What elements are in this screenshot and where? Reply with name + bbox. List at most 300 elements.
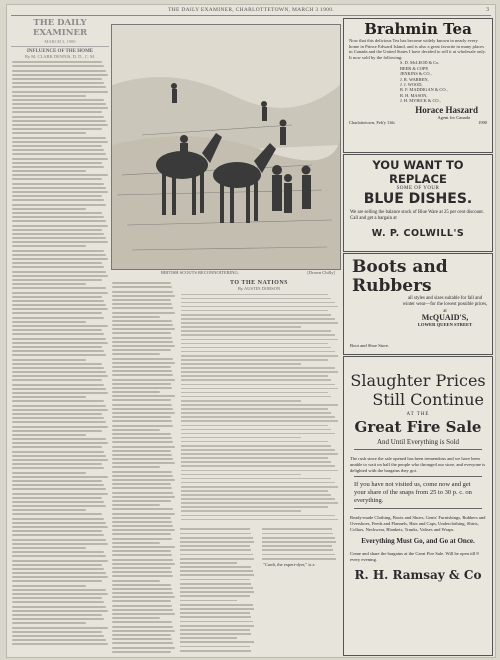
text-line xyxy=(112,358,173,360)
text-line xyxy=(181,510,301,512)
text-line xyxy=(12,534,104,536)
text-line xyxy=(112,492,173,494)
text-line xyxy=(12,585,86,587)
text-line xyxy=(112,471,172,473)
text-line xyxy=(12,166,104,168)
text-line xyxy=(181,318,335,320)
text-line xyxy=(262,558,336,560)
text-line xyxy=(12,187,106,189)
fire-line4: And Until Everything is Sold xyxy=(376,438,460,446)
text-line xyxy=(12,191,108,193)
text-line xyxy=(181,379,331,381)
text-line xyxy=(12,254,106,256)
text-line xyxy=(12,409,108,411)
text-line xyxy=(12,321,86,323)
text-line xyxy=(262,541,336,543)
text-line xyxy=(112,630,175,632)
text-line xyxy=(12,241,108,243)
text-line xyxy=(262,528,332,530)
fire-rule-2 xyxy=(354,476,482,477)
blue-dishes-item: BLUE DISHES. xyxy=(363,191,473,207)
text-line xyxy=(12,622,86,624)
text-line xyxy=(12,371,106,373)
blue-dishes-signature: W. P. COLWILL'S xyxy=(371,228,465,239)
text-line xyxy=(180,545,250,547)
text-line xyxy=(12,350,104,352)
text-line xyxy=(181,392,328,394)
text-line xyxy=(12,396,86,398)
text-line xyxy=(12,137,106,139)
text-line xyxy=(181,470,338,472)
center-bottom-text xyxy=(179,526,339,654)
text-line xyxy=(181,306,338,308)
text-line xyxy=(12,124,108,126)
text-line xyxy=(181,359,328,361)
text-line xyxy=(181,515,335,517)
text-line xyxy=(181,519,338,520)
text-line xyxy=(12,216,104,218)
text-line xyxy=(181,502,338,504)
text-line xyxy=(112,575,173,577)
masthead: THE DAILY EXAMINER xyxy=(32,18,88,38)
text-line xyxy=(112,303,172,305)
text-line xyxy=(112,349,171,351)
text-line xyxy=(112,642,173,644)
text-line xyxy=(12,225,108,227)
text-line xyxy=(12,463,102,465)
text-line xyxy=(12,120,106,122)
fire-line2: Still Continue xyxy=(372,390,484,409)
text-line xyxy=(12,526,108,528)
text-line xyxy=(112,307,173,309)
text-line xyxy=(180,625,254,627)
text-line xyxy=(112,345,175,347)
text-line xyxy=(12,304,106,306)
text-line xyxy=(12,174,108,176)
text-line xyxy=(12,472,86,474)
text-line xyxy=(12,505,106,507)
text-line xyxy=(12,262,102,264)
text-line xyxy=(181,363,301,365)
text-line xyxy=(181,461,331,463)
text-line xyxy=(12,292,108,294)
text-line xyxy=(12,95,86,97)
text-line xyxy=(12,384,104,386)
left-column-text xyxy=(11,61,109,645)
stockist-item: J. H. MYRICK & CO., xyxy=(400,98,441,104)
text-line xyxy=(181,343,328,345)
stockist-item: J. R. WARREN, xyxy=(400,76,429,82)
scouts-engraving xyxy=(112,25,340,269)
blue-dishes-body: We are selling the balance stock of Blue Ware at 25 per cent discount. Call and get a bargain at xyxy=(350,210,484,221)
text-line xyxy=(180,595,250,597)
fire-line3: Great Fire Sale xyxy=(354,418,482,436)
text-line xyxy=(12,367,104,369)
text-line xyxy=(112,383,171,385)
text-line xyxy=(112,316,160,318)
text-line xyxy=(12,204,106,206)
text-line xyxy=(12,455,106,457)
text-line xyxy=(12,551,104,553)
dyer-notice: "Cardi, the expert-dyer," is a xyxy=(263,562,337,622)
brahmin-agent: Agent for Canada xyxy=(437,114,470,120)
text-line xyxy=(12,467,104,469)
page-number: 3 xyxy=(486,7,489,13)
text-line xyxy=(12,61,102,63)
text-line xyxy=(12,212,102,214)
text-line xyxy=(112,370,172,372)
text-line xyxy=(12,434,86,436)
text-line xyxy=(180,528,250,530)
text-line xyxy=(181,396,331,398)
text-line xyxy=(12,82,104,84)
text-line xyxy=(112,462,175,464)
text-line xyxy=(180,650,251,652)
text-line xyxy=(181,404,338,406)
text-line xyxy=(112,387,172,389)
text-line xyxy=(180,533,251,535)
text-line xyxy=(112,299,171,301)
boots-address: LOWER QUEEN STREET xyxy=(417,321,473,327)
text-line xyxy=(180,604,253,606)
text-line xyxy=(181,465,335,467)
text-line xyxy=(12,346,102,348)
text-line xyxy=(112,621,172,623)
text-line xyxy=(12,606,106,608)
text-line xyxy=(181,478,331,480)
text-line xyxy=(12,530,102,532)
brahmin-footer-place: Charlottetown, Feb'y 11th xyxy=(349,119,395,125)
brahmin-footer-year: 1900 xyxy=(478,119,487,125)
text-line xyxy=(12,141,108,143)
text-line xyxy=(12,229,102,231)
brahmin-footer xyxy=(344,120,492,125)
brahmin-body: Now that this delicious Tea has become widely known in nearly every home in Prince Edward Island, and is also a great favorite in many places in Canada and the United States I have decided to sell it at wholesale only. It now sold by the following: xyxy=(349,38,486,60)
text-line xyxy=(12,91,108,93)
text-line xyxy=(180,600,237,602)
text-line xyxy=(181,310,328,312)
text-line xyxy=(12,375,108,377)
boots-rubbers-ad xyxy=(343,253,493,355)
text-line xyxy=(12,539,106,541)
text-line xyxy=(180,554,253,556)
text-line xyxy=(181,298,331,300)
text-line xyxy=(112,647,175,649)
text-line xyxy=(112,441,173,443)
editorial-byline: By M. CLARK DENNIS, D. D., C. M. xyxy=(24,54,96,59)
text-line xyxy=(12,421,106,423)
boots-side-note: Boot and Shoe Store. xyxy=(350,343,390,348)
fire-list: Ready-made Clothing, Boots and Shoes, Gents' Furnishings, Rubbers and Overshoes, Feeds and Flannels, Hats and Caps, Underclothing, Shirts, Collars, Neckwear, Blankets, Trunks, Valises and Wraps. xyxy=(350,515,486,532)
text-line xyxy=(12,379,102,381)
boots-body: all styles and sizes suitable for fall and winter wear—for the lowest possible prices, at xyxy=(402,296,488,314)
text-line xyxy=(12,195,102,197)
text-line xyxy=(181,302,335,304)
text-line xyxy=(112,609,173,611)
text-line xyxy=(112,550,171,552)
text-line xyxy=(12,597,102,599)
text-line xyxy=(112,533,171,535)
caption-credit: [Drawn Chilly] xyxy=(307,270,335,275)
text-line xyxy=(112,391,160,393)
text-line xyxy=(181,334,335,336)
text-line xyxy=(181,339,338,341)
text-line xyxy=(12,250,104,252)
editorial-heading: INFLUENCE OF THE HOME xyxy=(26,49,94,54)
blue-dishes-ad xyxy=(343,154,493,252)
text-line xyxy=(180,591,254,593)
text-line xyxy=(12,99,104,101)
stockist-item: J. J. WOOD, xyxy=(400,82,423,87)
text-line xyxy=(112,521,172,523)
text-line xyxy=(12,480,102,482)
text-line xyxy=(112,374,173,376)
poem xyxy=(179,280,339,520)
text-line xyxy=(12,149,104,151)
text-line xyxy=(262,549,333,551)
text-line xyxy=(12,333,104,335)
text-line xyxy=(112,563,175,565)
text-line xyxy=(12,338,106,340)
text-line xyxy=(112,584,171,586)
stockist-item: R. F. MADDIGAN & CO., xyxy=(400,87,448,93)
text-line xyxy=(180,637,237,639)
text-line xyxy=(12,614,102,616)
text-line xyxy=(12,643,108,645)
text-line xyxy=(112,408,173,410)
text-line xyxy=(12,543,108,545)
text-line xyxy=(112,592,173,594)
text-line xyxy=(12,111,102,113)
text-line xyxy=(112,496,175,498)
text-line xyxy=(181,498,335,500)
text-line xyxy=(180,608,254,610)
text-line xyxy=(181,314,331,316)
text-line xyxy=(180,562,237,564)
text-line xyxy=(181,449,335,451)
text-line xyxy=(12,145,102,147)
blue-dishes-subhead: SOME OF YOUR xyxy=(396,186,440,191)
text-line xyxy=(12,158,108,160)
text-line xyxy=(181,408,328,410)
text-line xyxy=(112,437,172,439)
text-line xyxy=(12,627,108,629)
text-line xyxy=(12,476,108,478)
text-line xyxy=(12,312,102,314)
text-line xyxy=(262,545,332,547)
text-line xyxy=(180,558,254,560)
text-line xyxy=(181,441,328,443)
text-line xyxy=(12,417,104,419)
text-line xyxy=(12,635,104,637)
text-line xyxy=(112,567,171,569)
text-line xyxy=(112,366,171,368)
text-line xyxy=(181,375,328,377)
text-line xyxy=(112,525,173,527)
text-line xyxy=(180,633,251,635)
text-line xyxy=(112,517,171,519)
masthead-date: MARCH 3, 1900 xyxy=(44,39,76,44)
text-line xyxy=(112,483,171,485)
text-line xyxy=(12,162,102,164)
stockist-item: R. H. MASON, xyxy=(400,92,428,98)
text-line xyxy=(181,388,338,390)
text-line xyxy=(112,559,173,561)
text-line xyxy=(180,612,250,614)
text-line xyxy=(12,308,108,310)
text-line xyxy=(112,617,160,619)
text-line xyxy=(112,295,175,297)
text-line xyxy=(12,128,102,130)
text-line xyxy=(181,425,328,427)
text-line xyxy=(112,580,160,582)
text-line xyxy=(112,416,171,418)
caption-title: BRITISH SCOUTS RECONNOITERING. xyxy=(161,270,239,275)
brahmin-title: Brahmin Tea xyxy=(364,20,472,38)
text-line xyxy=(181,416,335,418)
text-line xyxy=(112,337,172,339)
text-line xyxy=(180,570,253,572)
text-line xyxy=(12,568,104,570)
text-line xyxy=(12,388,106,390)
text-line xyxy=(12,555,106,557)
text-line xyxy=(181,445,331,447)
running-head: THE DAILY EXAMINER, CHARLOTTETOWN, MARCH 3 1900. xyxy=(168,7,334,13)
text-line xyxy=(12,354,106,356)
war-illustration xyxy=(111,24,341,270)
text-line xyxy=(12,245,86,247)
text-line xyxy=(112,420,172,422)
text-line xyxy=(12,287,106,289)
text-line xyxy=(112,538,172,540)
text-line xyxy=(12,509,86,511)
text-line xyxy=(112,571,172,573)
text-line xyxy=(181,367,335,369)
text-line xyxy=(112,626,173,628)
text-line xyxy=(180,621,253,623)
text-line xyxy=(112,433,171,435)
text-line xyxy=(112,412,175,414)
center-left-text xyxy=(111,280,175,654)
text-line xyxy=(181,326,301,328)
text-line xyxy=(12,233,104,235)
text-line xyxy=(12,237,106,239)
text-line xyxy=(180,646,250,648)
fire-rule-1 xyxy=(354,449,482,450)
text-line xyxy=(180,641,254,643)
text-line xyxy=(112,529,175,531)
text-line xyxy=(12,325,108,327)
text-line xyxy=(181,412,331,414)
text-line xyxy=(112,399,171,401)
text-line xyxy=(180,541,254,543)
text-line xyxy=(112,542,160,544)
text-line xyxy=(12,501,104,503)
text-line xyxy=(181,420,338,422)
poem-text xyxy=(179,294,339,521)
fire-rule-3 xyxy=(354,508,482,509)
text-line xyxy=(262,533,333,535)
text-line xyxy=(112,487,172,489)
text-line xyxy=(12,296,102,298)
text-line xyxy=(181,294,328,296)
text-line xyxy=(12,618,104,620)
text-line xyxy=(12,488,106,490)
text-line xyxy=(12,70,106,72)
text-line xyxy=(112,605,172,607)
brahmin-signature: Horace Haszard xyxy=(415,104,478,115)
text-line xyxy=(12,513,102,515)
text-line xyxy=(112,395,175,397)
text-line xyxy=(181,433,335,435)
text-line xyxy=(12,183,104,185)
text-line xyxy=(181,474,301,476)
text-line xyxy=(12,317,104,319)
text-line xyxy=(181,486,338,488)
text-line xyxy=(180,574,254,576)
text-line xyxy=(12,178,102,180)
text-line xyxy=(181,371,338,373)
text-line xyxy=(181,490,328,492)
text-line xyxy=(112,588,172,590)
text-line xyxy=(12,208,86,210)
stockist-item: S. D. McLEOD & Co. xyxy=(400,60,440,66)
text-line xyxy=(112,362,175,364)
text-line xyxy=(12,363,102,365)
boots-store-name: McQUAID'S, xyxy=(421,313,469,323)
text-line xyxy=(12,580,102,582)
text-line xyxy=(12,271,106,273)
text-line xyxy=(12,547,86,549)
text-line xyxy=(181,355,338,357)
text-line xyxy=(12,610,108,612)
newspaper-page xyxy=(6,4,496,658)
text-line xyxy=(12,560,108,562)
text-line xyxy=(112,404,172,406)
text-line xyxy=(12,430,102,432)
text-line xyxy=(112,600,171,602)
text-line xyxy=(12,258,108,260)
center-bottom-col-a xyxy=(179,526,255,654)
text-line xyxy=(112,596,175,598)
text-line xyxy=(181,453,338,455)
text-line xyxy=(12,518,104,520)
text-line xyxy=(181,347,331,349)
text-line xyxy=(12,275,108,277)
text-line xyxy=(112,282,171,284)
text-line xyxy=(112,500,171,502)
fire-close: Come and share the bargains at the Great Fire Sale. Will be open till 8 every evening. xyxy=(350,550,479,562)
text-line xyxy=(180,583,251,585)
text-line xyxy=(181,322,338,324)
text-line xyxy=(12,446,102,448)
top-rule xyxy=(11,15,491,16)
text-line xyxy=(12,283,86,285)
text-line xyxy=(12,74,108,76)
text-line xyxy=(181,457,328,459)
text-line xyxy=(112,634,171,636)
text-line xyxy=(262,554,335,556)
text-line xyxy=(12,639,106,641)
text-line xyxy=(112,429,160,431)
text-line xyxy=(12,497,102,499)
text-line xyxy=(112,458,173,460)
text-line xyxy=(12,116,104,118)
fire-at: AT THE xyxy=(406,412,430,417)
text-line xyxy=(12,300,104,302)
text-line xyxy=(112,379,175,381)
text-line xyxy=(262,537,335,539)
